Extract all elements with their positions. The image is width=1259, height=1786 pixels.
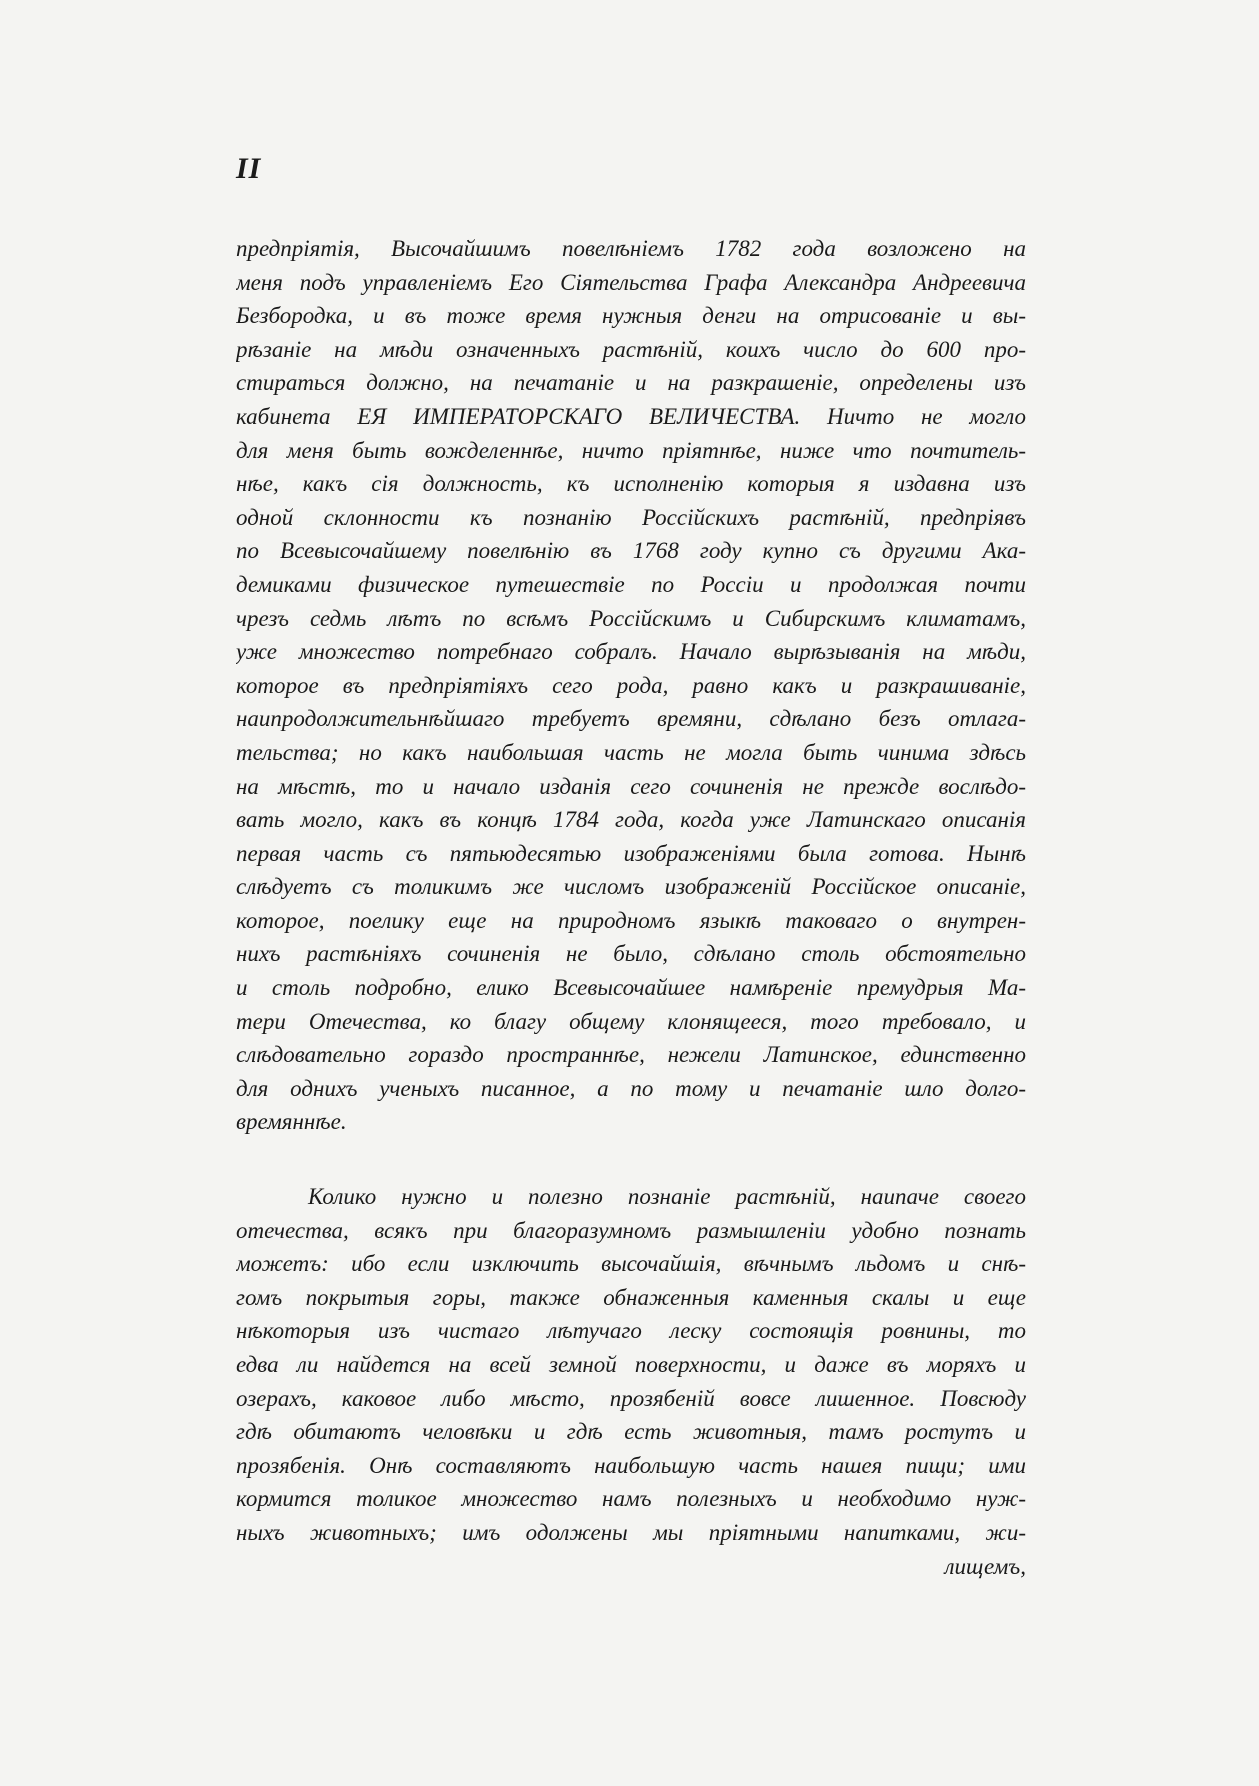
text-line: одной склонности къ познанію Россійскихъ растѣній, предпріявъ (236, 504, 1026, 530)
text-line: кормится толикое множество намъ полезныхъ и необходимо нуж- (236, 1486, 1026, 1512)
text-line: Безбородка, и въ тоже время нужныя денги на отрисованіе и вы- (236, 303, 1026, 329)
text-line: Колико нужно и полезно познаніе растѣній, наипаче своего (308, 1184, 1026, 1209)
paragraph-1 (236, 232, 1026, 1139)
text-line: которое, поелику еще на природномъ языкѣ таковаго о внутрен- (236, 907, 1026, 933)
text-line: времяннѣе. (236, 1109, 347, 1135)
catchword: лищемъ, (944, 1553, 1026, 1579)
text-line: которое въ предпріятіяхъ сего рода, равно какъ и разкрашиваніе, (236, 672, 1026, 698)
text-line: уже множество потребнаго собралъ. Начало вырѣзыванія на мѣди, (236, 639, 1026, 665)
text-line: для однихъ ученыхъ писанное, а по тому и печатаніе шло долго- (236, 1075, 1026, 1101)
text-line: первая часть съ пятьюдесятью изображеніями была готова. Нынѣ (236, 840, 1026, 866)
text-line: нѣе, какъ сія должность, къ исполненію которыя я издавна изъ (236, 471, 1026, 497)
text-line: вать могло, какъ въ концѣ 1784 года, когда уже Латинскаго описанія (236, 807, 1026, 833)
text-line: и столь подробно, елико Всевысочайшее намѣреніе премудрыя Ма- (236, 975, 1026, 1001)
text-line: предпріятія, Высочайшимъ повелѣніемъ 1782 года возложено на (236, 236, 1026, 261)
text-line: можетъ: ибо если изключить высочайшія, вѣчнымъ льдомъ и снѣ- (236, 1251, 1026, 1277)
text-line: слѣдуетъ съ толикимъ же числомъ изображеній Россійское описаніе, (236, 874, 1026, 900)
text-line: нѣкоторыя изъ чистаго лѣтучаго леску состоящія ровнины, то (236, 1318, 1026, 1344)
text-line: демиками физическое путешествіе по Россіи и продолжая почти (236, 571, 1026, 597)
page-number: II (236, 152, 262, 185)
text-line: чрезъ седмь лѣтъ по всѣмъ Россійскимъ и Сибирскимъ климатамъ, (236, 605, 1026, 631)
text-line: на мѣстѣ, то и начало изданія сего сочиненія не прежде вослѣдо- (236, 773, 1026, 799)
text-line: прозябенія. Онѣ составляютъ наибольшую часть нашея пищи; ими (236, 1452, 1026, 1478)
text-line: нихъ растѣніяхъ сочиненія не было, сдѣлано столь обстоятельно (236, 941, 1026, 967)
text-line: тельства; но какъ наибольшая часть не могла быть чинима здѣсь (236, 739, 1026, 765)
text-line: озерахъ, каковое либо мѣсто, прозябеній вовсе лишенное. Повсюду (236, 1385, 1026, 1411)
text-line: для меня быть вожделеннѣе, ничто пріятнѣе, ниже что почтитель- (236, 437, 1026, 463)
text-line: рѣзаніе на мѣди означенныхъ растѣній, коихъ число до 600 про- (236, 336, 1026, 362)
text-line: едва ли найдется на всей земной поверхности, и даже въ моряхъ и (236, 1351, 1026, 1377)
text-line: по Всевысочайшему повелѣнію въ 1768 году купно съ другими Ака- (236, 538, 1026, 564)
text-line: отечества, всякъ при благоразумномъ размышленіи удобно познать (236, 1217, 1026, 1243)
text-line: гомъ покрытыя горы, также обнаженныя каменныя скалы и еще (236, 1284, 1026, 1310)
text-line: слѣдовательно гораздо пространнѣе, нежели Латинское, единственно (236, 1042, 1026, 1068)
text-line: меня подъ управленіемъ Его Сіятельства Графа Александра Андреевича (236, 269, 1026, 295)
text-line: наипродолжительнѣйшаго требуетъ времяни, сдѣлано безъ отлага- (236, 706, 1026, 732)
text-line: гдѣ обитаютъ человѣки и гдѣ есть животныя, тамъ ростутъ и (236, 1419, 1026, 1445)
text-line: ныхъ животныхъ; имъ одолжены мы пріятными напитками, жи- (236, 1519, 1026, 1545)
paragraph-2 (236, 1180, 1026, 1583)
text-line: тери Отечества, ко благу общему клонящееся, того требовало, и (236, 1008, 1026, 1034)
text-line: стираться должно, на печатаніе и на разкрашеніе, определены изъ (236, 370, 1026, 396)
text-line: кабинета ЕЯ ИМПЕРАТОРСКАГО ВЕЛИЧЕСТВА. Ничто не могло (236, 403, 1026, 429)
